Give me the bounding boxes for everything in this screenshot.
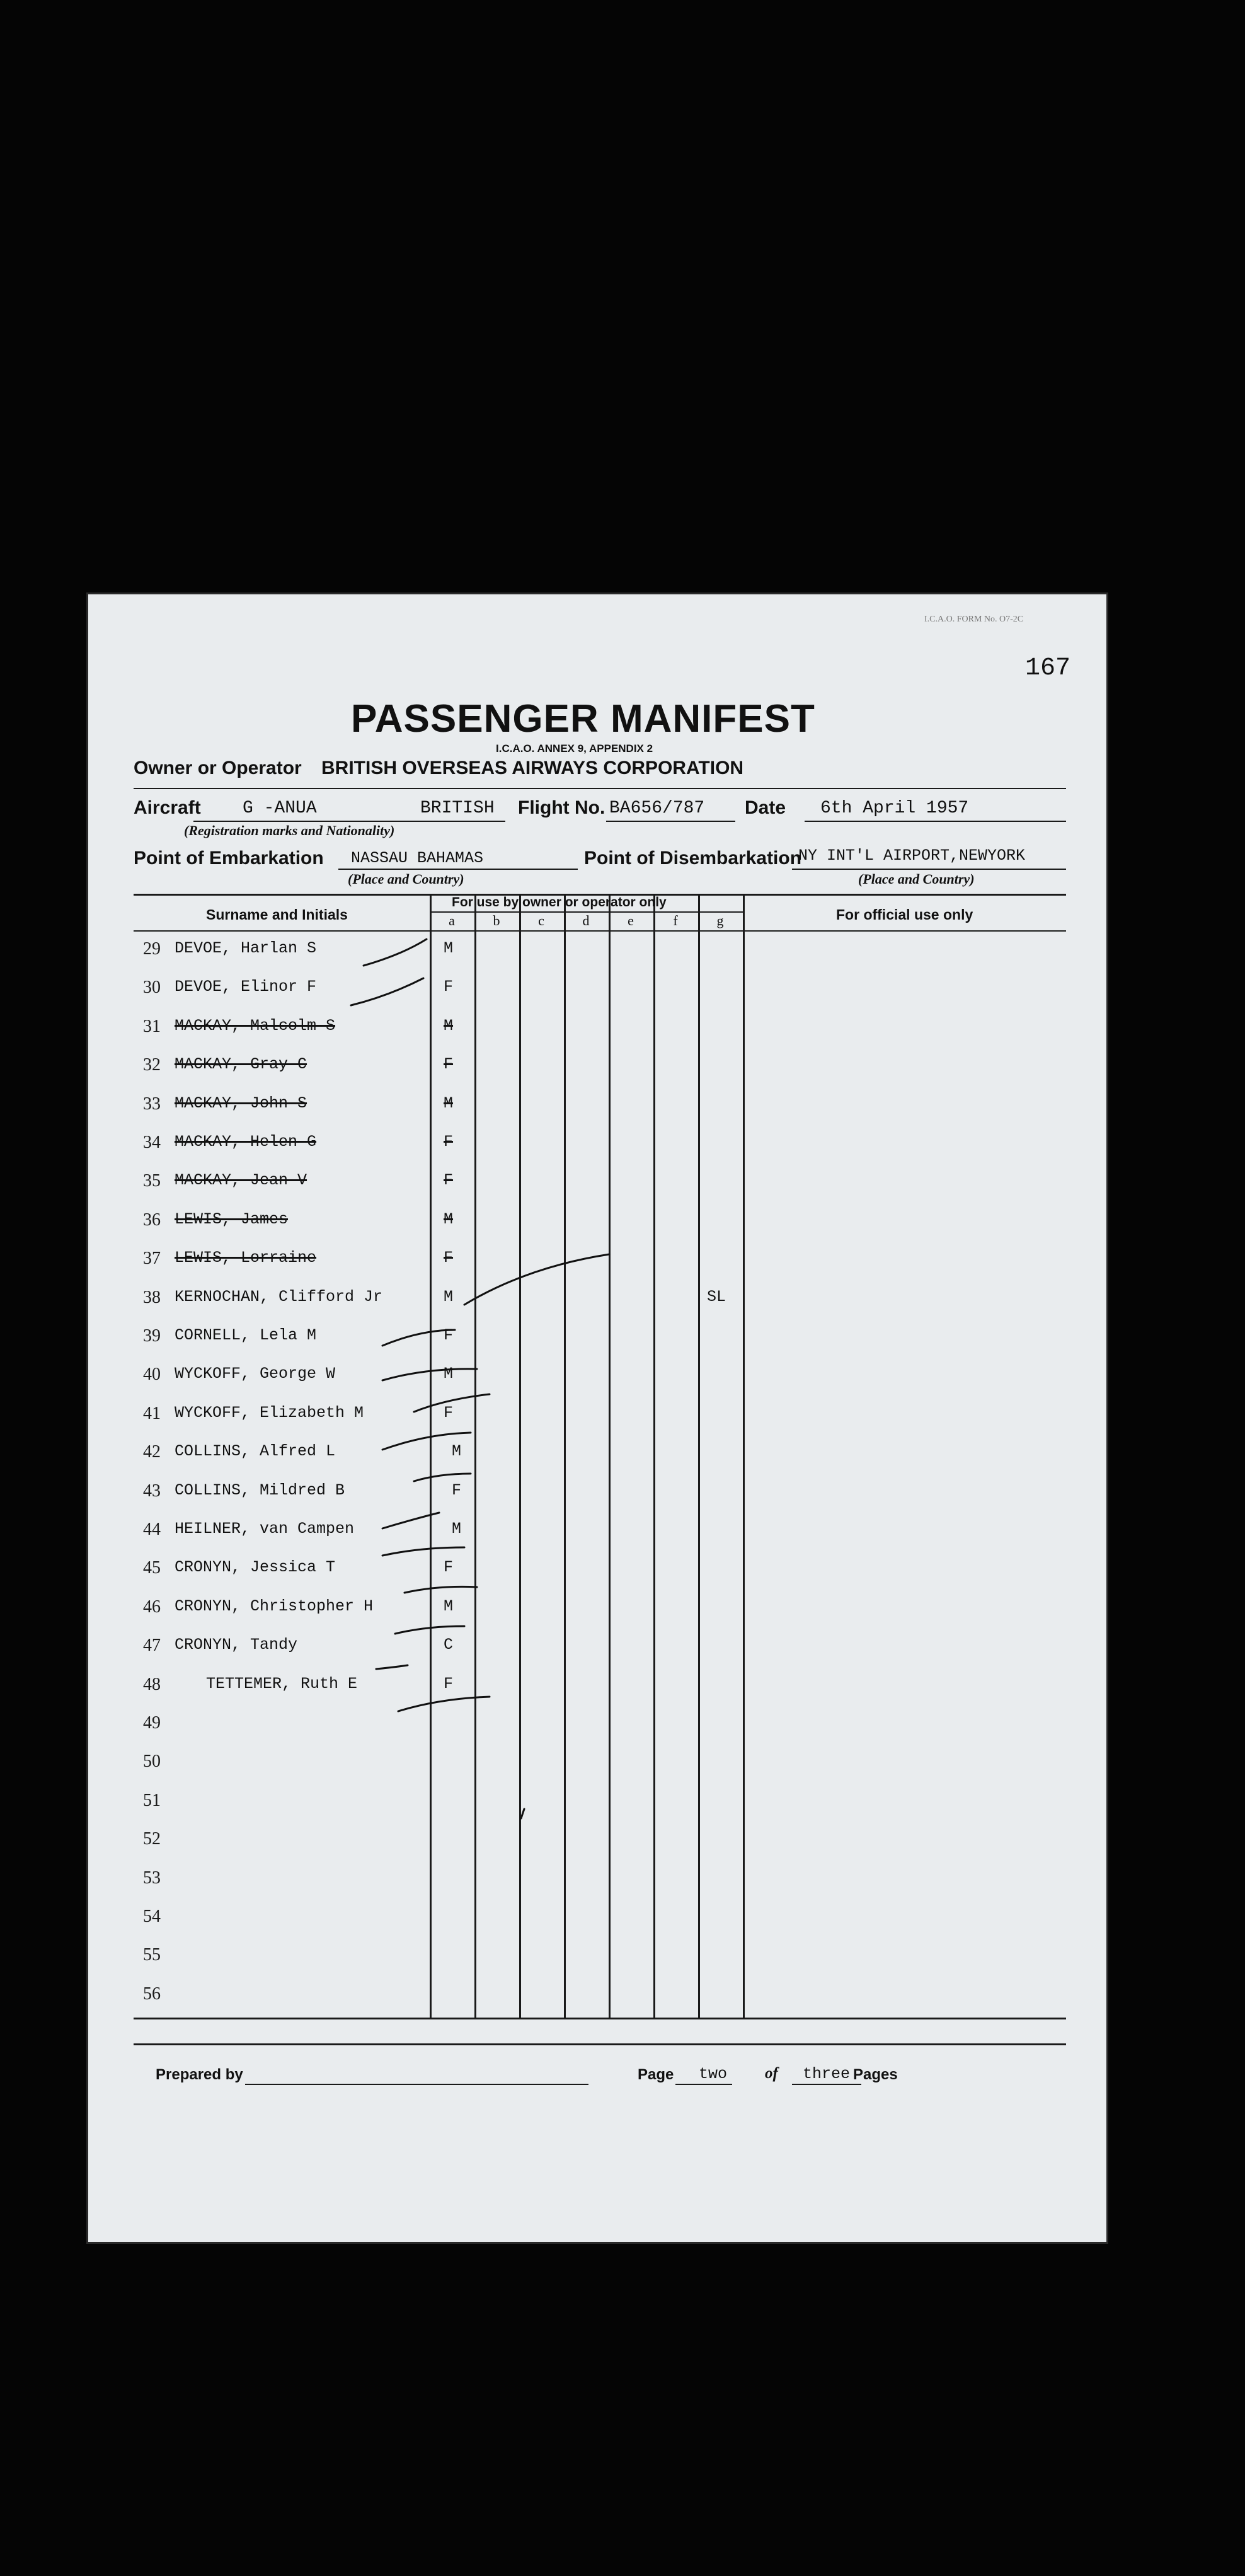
sex-code: M (452, 1442, 462, 1461)
passenger-name: TETTEMER, Ruth E (206, 1674, 358, 1693)
column-header-f: f (673, 913, 678, 928)
check-mark (404, 1586, 477, 1593)
passenger-name: CRONYN, Christopher H (175, 1597, 374, 1615)
sex-code: C (444, 1636, 454, 1655)
handwritten-marks (86, 592, 1108, 2244)
passenger-name: DEVOE, Elinor F (175, 978, 317, 996)
official-column-header: For official use only (836, 906, 973, 923)
row-number: 48 (143, 1674, 161, 1694)
row-number: 35 (143, 1171, 161, 1191)
row-number: 33 (143, 1094, 161, 1114)
row-number: 45 (143, 1558, 161, 1578)
row-number: 47 (143, 1636, 161, 1656)
manifest-sheet (86, 592, 1108, 2244)
page-subtitle: I.C.A.O. ANNEX 9, APPENDIX 2 (496, 742, 653, 754)
pages-label: Pages (853, 2066, 898, 2083)
check-mark (351, 978, 423, 1005)
check-mark (395, 1626, 464, 1634)
page-number: 167 (1025, 654, 1071, 683)
sex-code: F (452, 1481, 462, 1499)
sex-code: F (444, 1171, 454, 1190)
row-number: 34 (143, 1133, 161, 1152)
page-label: Page (638, 2066, 674, 2083)
row-number: 52 (143, 1829, 161, 1849)
column-header-b: b (493, 913, 500, 928)
column-header-g: g (716, 913, 724, 928)
check-mark (376, 1665, 408, 1669)
row-number: 50 (143, 1752, 161, 1772)
sex-code: M (444, 1094, 454, 1112)
passenger-name: COLLINS, Mildred B (175, 1481, 345, 1499)
flight-value: BA656/787 (609, 799, 705, 818)
passenger-name: MACKAY, Jean V (175, 1171, 307, 1190)
sex-code: F (444, 978, 454, 996)
passenger-name: LEWIS, Lorraine (175, 1249, 317, 1268)
check-mark (414, 1474, 471, 1481)
row-number: 40 (143, 1365, 161, 1385)
sex-code: F (444, 1674, 454, 1693)
row-number: 51 (143, 1790, 161, 1810)
column-header-a: a (449, 913, 455, 928)
sex-code: M (444, 1016, 454, 1035)
sex-code: M (444, 1210, 454, 1228)
sex-code: M (452, 1520, 462, 1538)
passenger-name: CRONYN, Jessica T (175, 1558, 336, 1577)
date-label: Date (745, 797, 786, 818)
column-header-d: d (582, 913, 590, 928)
row-number: 41 (143, 1403, 161, 1423)
row-number: 55 (143, 1945, 161, 1965)
embarkation-note: (Place and Country) (348, 871, 464, 887)
passenger-name: MACKAY, Gray C (175, 1055, 307, 1074)
passenger-name: MACKAY, Malcolm S (175, 1016, 336, 1035)
disembarkation-label: Point of Disembarkation (584, 848, 802, 869)
check-mark (521, 1809, 524, 1818)
check-mark (382, 1369, 477, 1380)
aircraft-label: Aircraft (134, 797, 201, 818)
column-header-e: e (628, 913, 634, 928)
disembarkation-note: (Place and Country) (858, 871, 975, 887)
passenger-name: HEILNER, van Campen (175, 1520, 355, 1538)
check-mark (364, 939, 427, 966)
sex-code: F (444, 1249, 454, 1268)
row-number: 53 (143, 1868, 161, 1888)
row-number: 49 (143, 1713, 161, 1733)
passenger-name: MACKAY, Helen G (175, 1133, 317, 1151)
aircraft-note: (Registration marks and Nationality) (184, 823, 395, 838)
row-number: 37 (143, 1249, 161, 1269)
passenger-name: KERNOCHAN, Clifford Jr (175, 1287, 383, 1306)
owner-column-header: For use by owner or operator only (452, 895, 667, 910)
sex-code: M (444, 1365, 454, 1383)
embarkation-value: NASSAU BAHAMAS (351, 849, 484, 867)
passenger-name: MACKAY, John S (175, 1094, 307, 1112)
sex-code: F (444, 1558, 454, 1577)
prepared-by-label: Prepared by (156, 2066, 243, 2083)
sex-code: M (444, 1597, 454, 1615)
row-number: 36 (143, 1210, 161, 1230)
aircraft-nationality: BRITISH (420, 799, 495, 818)
sex-code: M (444, 939, 454, 957)
passenger-name: COLLINS, Alfred L (175, 1442, 336, 1461)
operator-label: Owner or Operator (134, 758, 302, 778)
row-number: 56 (143, 1984, 161, 2004)
sex-code: M (444, 1287, 454, 1306)
row-number: 43 (143, 1481, 161, 1501)
row-number: 42 (143, 1442, 161, 1462)
of-label: of (765, 2065, 778, 2082)
name-column-header: Surname and Initials (206, 906, 348, 923)
sex-code: F (444, 1055, 454, 1074)
passenger-name: WYCKOFF, George W (175, 1365, 336, 1383)
passenger-name: LEWIS, James (175, 1210, 289, 1228)
flight-label: Flight No. (518, 797, 605, 818)
remark-code: SL (707, 1287, 726, 1306)
row-number: 32 (143, 1055, 161, 1075)
row-number: 54 (143, 1907, 161, 1926)
disembarkation-value: NY INT'L AIRPORT,NEWYORK (798, 846, 1026, 865)
row-number: 44 (143, 1520, 161, 1539)
check-mark (382, 1513, 439, 1528)
column-header-c: c (538, 913, 544, 928)
page-title: PASSENGER MANIFEST (351, 697, 815, 741)
check-mark (382, 1433, 471, 1450)
sex-code: F (444, 1326, 454, 1344)
passenger-name: DEVOE, Harlan S (175, 939, 317, 957)
row-number: 29 (143, 939, 161, 959)
embarkation-label: Point of Embarkation (134, 848, 324, 869)
operator-value: BRITISH OVERSEAS AIRWAYS CORPORATION (321, 758, 744, 778)
row-number: 30 (143, 978, 161, 998)
row-number: 39 (143, 1326, 161, 1346)
check-mark (464, 1254, 609, 1305)
check-mark (382, 1330, 455, 1346)
sex-code: F (444, 1133, 454, 1151)
sex-code: F (444, 1403, 454, 1422)
row-number: 38 (143, 1287, 161, 1307)
page-total: three (803, 2065, 851, 2083)
date-value: 6th April 1957 (820, 799, 969, 818)
check-mark (382, 1547, 464, 1556)
check-mark (414, 1394, 490, 1412)
row-number: 31 (143, 1016, 161, 1036)
row-number: 46 (143, 1597, 161, 1617)
check-mark (398, 1697, 490, 1711)
passenger-name: CORNELL, Lela M (175, 1326, 317, 1344)
form-stamp: I.C.A.O. FORM No. O7-2C (924, 615, 1024, 624)
page-current: two (699, 2065, 728, 2083)
passenger-name: CRONYN, Tandy (175, 1636, 298, 1655)
passenger-name: WYCKOFF, Elizabeth M (175, 1403, 364, 1422)
aircraft-value: G -ANUA (243, 799, 317, 818)
